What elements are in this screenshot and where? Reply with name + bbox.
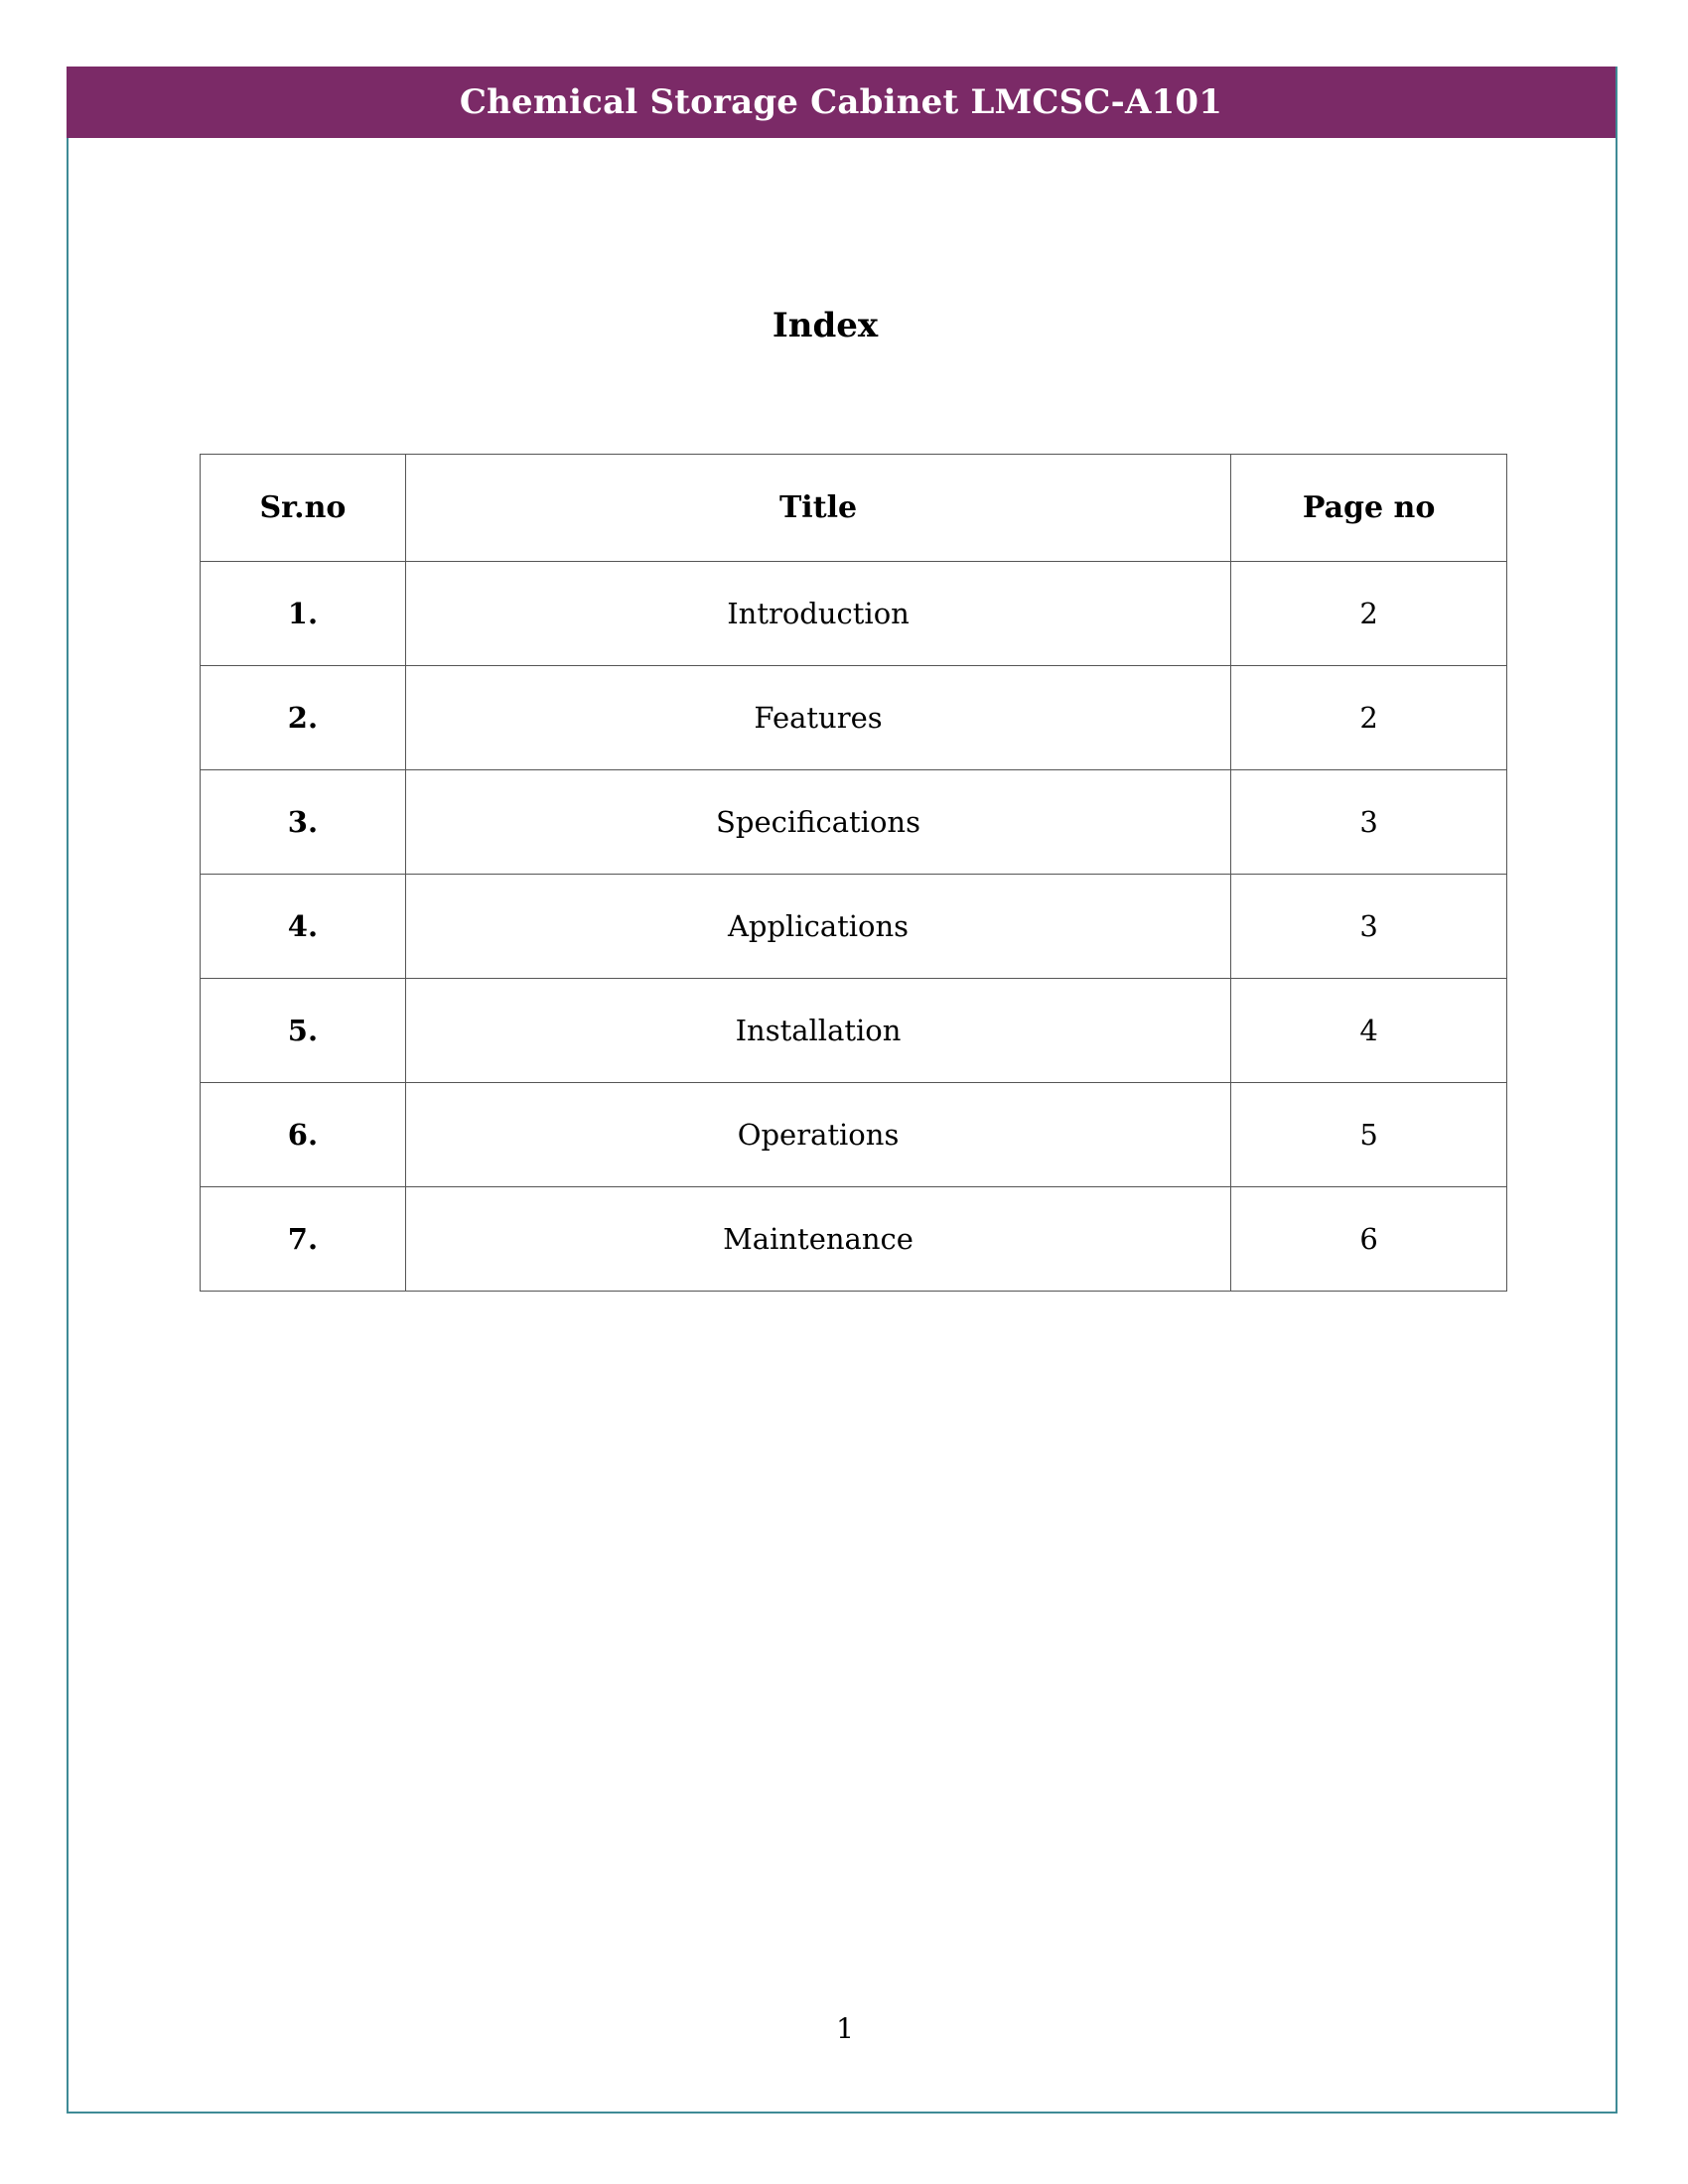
table-row [201, 1083, 1507, 1187]
table-row [201, 666, 1507, 770]
row-title: Installation [405, 979, 1230, 1083]
row-title: Operations [405, 1083, 1230, 1187]
index-heading: Index [772, 306, 879, 345]
row-page-no: 2 [1231, 562, 1507, 666]
table-row [201, 875, 1507, 979]
row-page-no: 4 [1231, 979, 1507, 1083]
row-sr-no: 7. [201, 1187, 406, 1292]
row-title: Maintenance [405, 1187, 1230, 1292]
table-row [201, 562, 1507, 666]
row-title: Applications [405, 875, 1230, 979]
header-bar [67, 67, 1616, 138]
table-row [201, 770, 1507, 875]
page-number: 1 [836, 2012, 854, 2045]
row-title: Specifications [405, 770, 1230, 875]
document-title: Chemical Storage Cabinet LMCSC-A101 [459, 82, 1223, 122]
column-header-title: Title [405, 455, 1230, 562]
table-header-row [201, 455, 1507, 562]
row-page-no: 3 [1231, 770, 1507, 875]
table-row [201, 1187, 1507, 1292]
row-title: Introduction [405, 562, 1230, 666]
row-sr-no: 2. [201, 666, 406, 770]
column-header-page-no: Page no [1231, 455, 1507, 562]
row-page-no: 6 [1231, 1187, 1507, 1292]
column-header-sr-no: Sr.no [201, 455, 406, 562]
row-sr-no: 3. [201, 770, 406, 875]
row-sr-no: 6. [201, 1083, 406, 1187]
row-page-no: 5 [1231, 1083, 1507, 1187]
row-sr-no: 4. [201, 875, 406, 979]
index-table [200, 454, 1507, 1292]
row-sr-no: 5. [201, 979, 406, 1083]
row-page-no: 2 [1231, 666, 1507, 770]
row-page-no: 3 [1231, 875, 1507, 979]
row-title: Features [405, 666, 1230, 770]
table-row [201, 979, 1507, 1083]
row-sr-no: 1. [201, 562, 406, 666]
